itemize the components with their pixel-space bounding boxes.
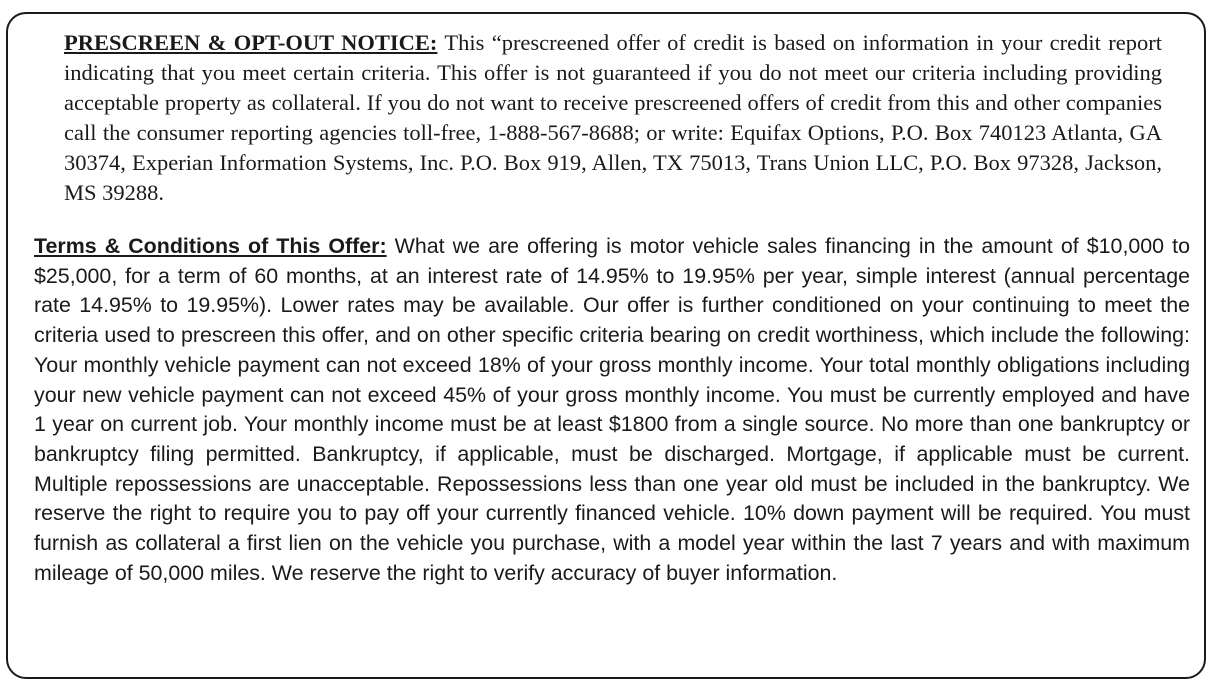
prescreen-notice-paragraph <box>64 28 1162 208</box>
terms-conditions-paragraph <box>34 232 1190 588</box>
terms-conditions-body: What we are offering is motor vehicle sales financing in the amount of $10,000 to $25,000, for a term of 60 months, at an interest rate of 14.95% to 19.95% per year, simple interest (annual percentage rate 14.95% to 19.95%). Lower rates may be available. Our offer is further conditioned on your continuing to meet the criteria used to prescreen this offer, and on other specific criteria bearing on credit worthiness, which include the following: Your monthly vehicle payment can not exceed 18% of your gross monthly income. Your total monthly obligations including your new vehicle payment can not exceed 45% of your gross monthly income. You must be currently employed and have 1 year on current job. Your monthly income must be at least $1800 from a single source. No more than one bankruptcy or bankruptcy filing permitted. Bankruptcy, if applicable, must be discharged. Mortgage, if applicable must be current. Multiple repossessions are unacceptable. Repossessions less than one year old must be included in the bankruptcy. We reserve the right to require you to pay off your currently financed vehicle. 10% down payment will be required. You must furnish as collateral a first lien on the vehicle you purchase, with a model year within the last 7 years and with maximum mileage of 50,000 miles. We reserve the right to verify accuracy of buyer information. <box>34 234 1191 585</box>
notice-box <box>6 12 1206 679</box>
prescreen-notice-heading: PRESCREEN & OPT-OUT NOTICE: <box>64 30 438 55</box>
prescreen-notice-body: This “prescreened offer of credit is based on information in your credit report indicating that you meet certain criteria. This offer is not guaranteed if you do not meet our criteria including providing acceptable property as collateral. If you do not want to receive prescreened offers of credit from this and other companies call the consumer reporting agencies toll-free, 1-888-567-8688; or write: Equifax Options, P.O. Box 740123 Atlanta, GA 30374, Experian Information Systems, Inc. P.O. Box 919, Allen, TX 75013, Trans Union LLC, P.O. Box 97328, Jackson, MS 39288. <box>64 30 1162 205</box>
terms-conditions-heading: Terms & Conditions of This Offer: <box>34 234 387 258</box>
